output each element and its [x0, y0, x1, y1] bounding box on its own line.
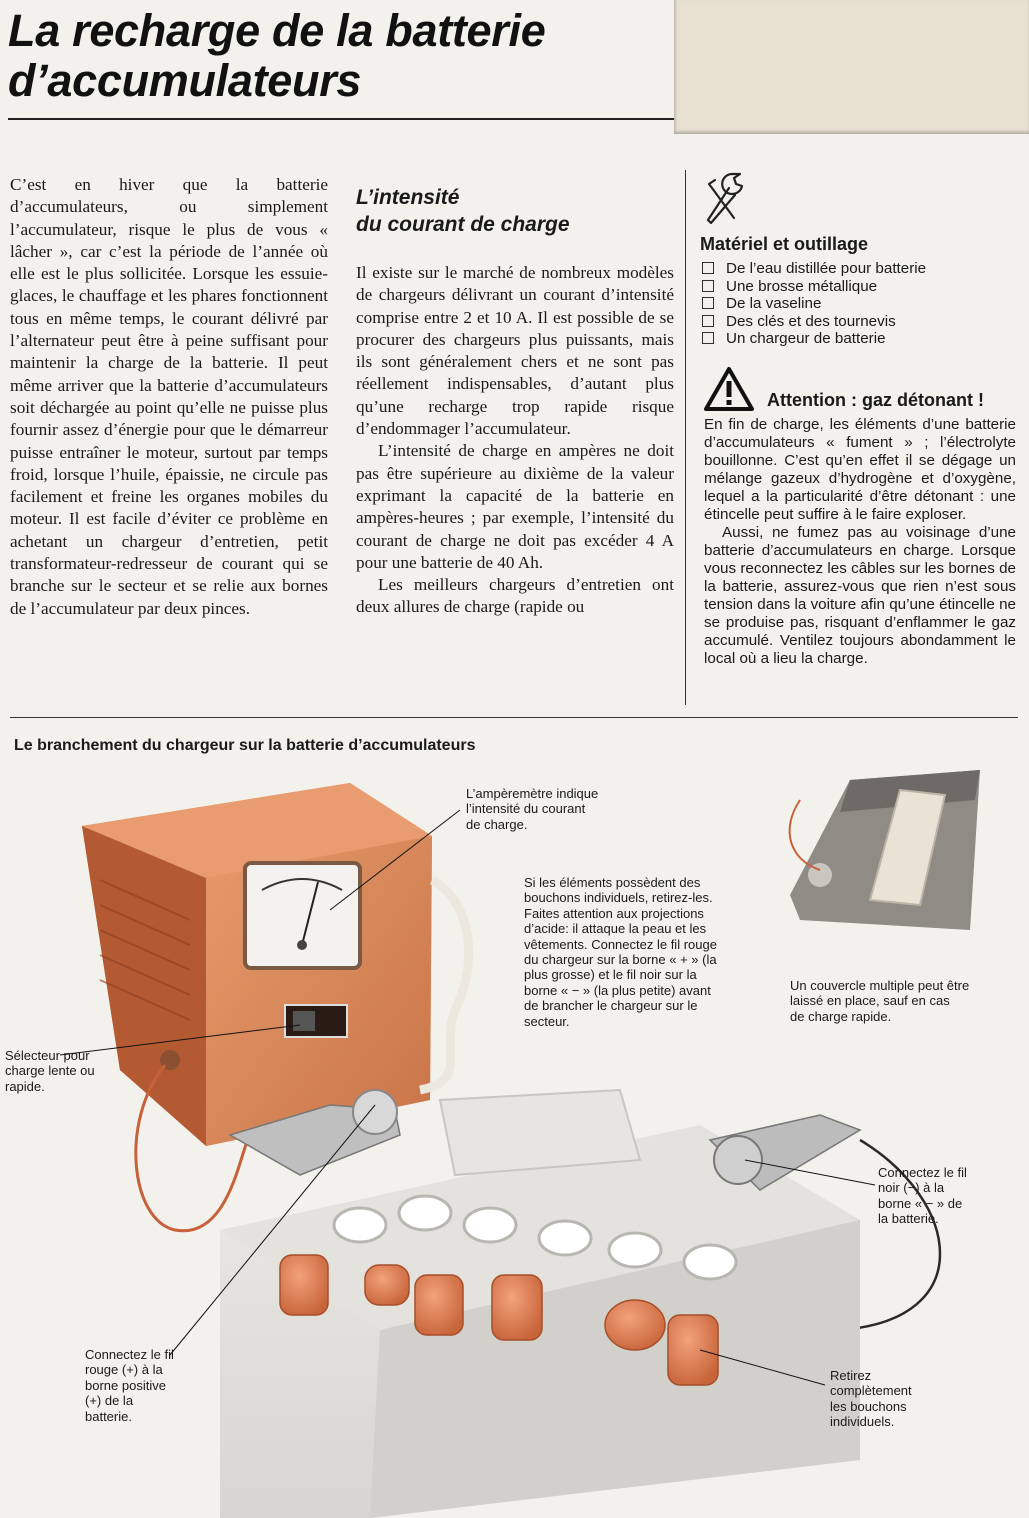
caption-line: d’acide: il attaque la peau et les [524, 921, 707, 937]
caption-line: de charge. [466, 816, 528, 832]
caption-line: Faites attention aux projections [524, 905, 704, 921]
warning-paragraph-2: Aussi, ne fumez pas au voisinage d’une batterie d’accumulateurs en charge. Lorsque vous reconnectez les câbles sur les bornes de la batterie, assurez-vous que rien n’est sous tension dans la voiture afin qu’une étincelle ne se produise pas, risquant d’enflammer le gaz accumulé. Ventilez toujours abondamment le local où a lieu la charge. [704, 524, 1016, 667]
materials-item: Une brosse métallique [702, 278, 926, 296]
caption-line: rapide. [5, 1078, 45, 1094]
column-divider [685, 170, 686, 705]
materials-item: De l’eau distillée pour batterie [702, 260, 926, 278]
caption-line: borne « − » de [878, 1195, 963, 1211]
caption-line: Connectez le fil [878, 1165, 967, 1180]
caption-red-wire [85, 1347, 174, 1424]
caption-caps-instructions [524, 875, 739, 1029]
materials-title: Matériel et outillage [700, 234, 869, 254]
wrench-screwdriver-icon [702, 168, 752, 226]
beige-corner-panel [674, 0, 1029, 134]
caption-line: du chargeur sur la borne « + » (la [524, 952, 717, 968]
caption-line: les bouchons [830, 1398, 907, 1414]
caption-cover [790, 978, 969, 1024]
caption-line: borne « − » (la plus petite) avant [524, 982, 711, 998]
caption-line: la batterie. [878, 1211, 939, 1227]
caption-line: Un couvercle multiple peut être [790, 978, 970, 993]
caption-line: secteur. [524, 1013, 570, 1029]
caption-line: batterie. [85, 1408, 132, 1424]
caption-line: de charge rapide. [790, 1008, 892, 1024]
figure-divider [10, 717, 1018, 718]
title-rule [8, 118, 676, 120]
caption-line: complètement [830, 1383, 912, 1399]
intro-column [10, 174, 328, 620]
caption-selector [5, 1048, 95, 1094]
materials-item: Un chargeur de batterie [702, 330, 926, 348]
section-heading [356, 184, 674, 238]
charger [82, 783, 469, 1146]
caption-line: de brancher le chargeur sur le [524, 998, 698, 1014]
section-heading-line2: du courant de charge [356, 213, 570, 236]
caption-line: (+) de la [85, 1393, 134, 1409]
section-paragraph-3: Les meilleurs chargeurs d’entretien ont deux allures de charge (rapide ou [356, 575, 674, 617]
caption-line: bouchons individuels, retirez-les. [524, 890, 713, 906]
materials-item: De la vaseline [702, 295, 926, 313]
caption-line: individuels. [830, 1414, 895, 1430]
warning-triangle-icon [703, 366, 755, 412]
figure-title: Le branchement du chargeur sur la batterie d’accumulateurs [14, 737, 476, 754]
battery-with-multiple-cover [790, 770, 980, 930]
caption-line: l’intensité du courant [466, 801, 586, 817]
caption-line: charge lente ou [5, 1063, 95, 1079]
section-paragraph-2: L’intensité de charge en ampères ne doit pas être supérieure au dixième de la valeur exprimant la capacité de la batterie en ampères-heures ; par exemple, l’intensité du courant de charge ne doit pas excéder 4 A pour une batterie de 40 Ah. [356, 441, 674, 572]
materials-item: Des clés et des tournevis [702, 313, 926, 331]
caption-ammeter [466, 786, 598, 832]
caption-line: laissé en place, sauf en cas [790, 993, 950, 1009]
caption-line: Retirez [830, 1368, 872, 1383]
caption-line: Sélecteur pour [5, 1048, 90, 1063]
warning-text [704, 416, 1016, 668]
caption-line: noir (−) à la [878, 1180, 945, 1196]
materials-list [702, 260, 926, 348]
section-heading-line1: L’intensité [356, 186, 460, 209]
section-column [356, 262, 674, 619]
caption-line: L’ampèremètre indique [466, 786, 599, 801]
page-title: La recharge de la batterie d’accumulateurs [8, 5, 546, 106]
section-paragraph-1: Il existe sur le marché de nombreux modèles de chargeurs délivrant un courant d’intensité comprise entre 2 et 10 A. Il est possible de se procurer des chargeurs plus puissants, mais ils sont généralement chers et ne sont pas réellement indispensables, d’autant plus qu’une recharge trop rapide risque d’endommager l’accumulateur. [356, 263, 674, 439]
caption-line: Si les éléments possèdent des [524, 875, 701, 890]
warning-paragraph-1: En fin de charge, les éléments d’une batterie d’accumulateurs « fument » ; l’électrolyte bouillonne. C’est qu’en effet il se dégage un mélange gazeux d’hydrogène et d’oxygène, lequel a la particularité d’être détonant : une étincelle peut suffire à le faire exploser. [704, 416, 1016, 523]
warning-title: Attention : gaz détonant ! [767, 390, 984, 410]
caption-line: plus grosse) et le fil noir sur la [524, 967, 697, 983]
caption-line: rouge (+) à la [85, 1362, 163, 1378]
caption-black-wire [878, 1165, 967, 1227]
intro-paragraph: C’est en hiver que la batterie d’accumulateurs, ou simplement l’accumulateur, risque le plus de vous « lâcher », car c’est la période de l’année où elle est le plus sollicitée. Lorsque les essuie-glaces, le chauffage et les phares fonctionnent tous en même temps, le courant délivré par l’alternateur peut être à peine suffisant pour maintenir la charge de la batterie. Il peut même arriver que la batterie d’accumulateurs soit déchargée au point qu’elle ne puisse plus fournir assez d’énergie pour que le démarreur puisse entraîner le moteur, surtout par temps froid, lorsque l’huile, épaissie, ne circule pas facilement et freine les organes mobiles du moteur. Il est facile d’éviter ce problème en achetant un chargeur d’entretien, petit transformateur-redresseur de courant qui se branche sur le secteur et se relie aux bornes de l’accumulateur par deux pinces. [10, 175, 328, 618]
caption-remove-caps [830, 1368, 912, 1430]
caption-line: borne positive [85, 1377, 166, 1393]
caption-line: Connectez le fil [85, 1347, 174, 1362]
caption-line: vêtements. Connectez le fil rouge [524, 936, 717, 952]
